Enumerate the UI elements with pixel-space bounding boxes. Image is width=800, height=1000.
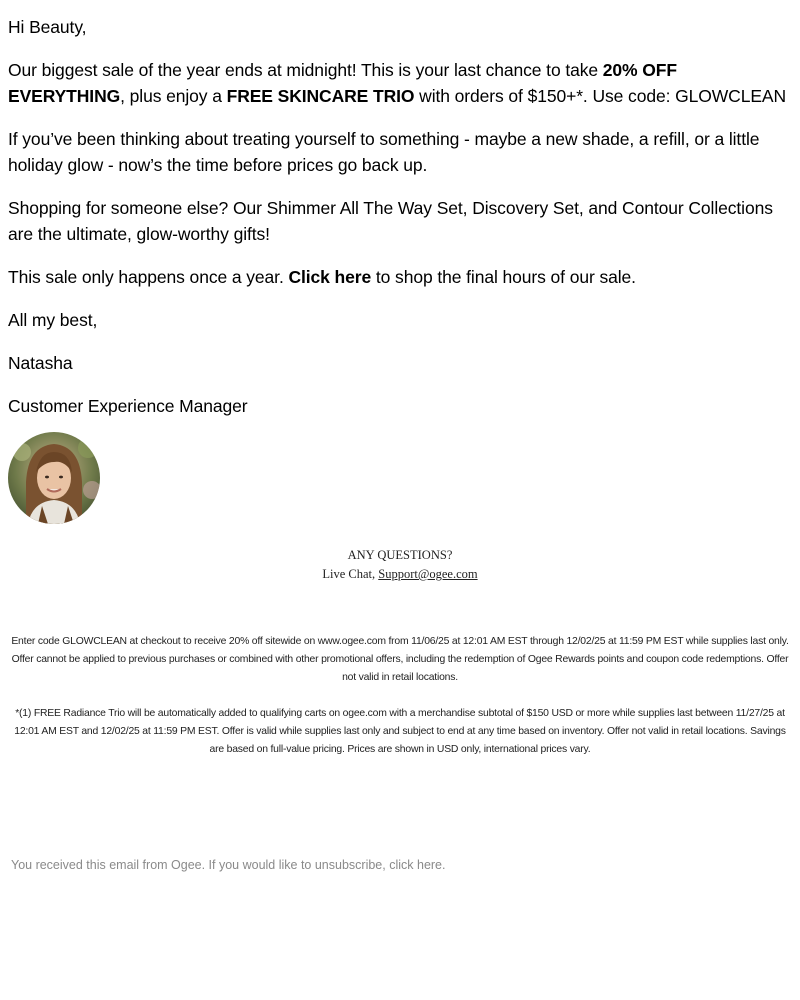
sender-role: Customer Experience Manager <box>8 396 248 416</box>
legal-disclaimer-discount: Enter code GLOWCLEAN at checkout to receive 20% off sitewide on www.ogee.com from 11/06/25 at 12:01 AM EST through 12/02/25 at 11:59 PM EST while supplies last only. Offer cannot be applied to previous purchases or combined with other promotional offers, including the redemption of Ogee Rewards points and coupon code redemptions. Offer not valid in retail locations. <box>11 636 789 683</box>
greeting: Hi Beauty, <box>8 17 87 37</box>
support-email-link[interactable]: Support@ogee.com <box>378 567 478 581</box>
unsubscribe-footer: You received this email from Ogee. If you would like to unsubscribe, click here. <box>11 858 446 872</box>
contact-section <box>0 546 800 584</box>
treat-paragraph: If you’ve been thinking about treating yourself to something - maybe a new shade, a refill, or a little holiday glow - now’s the time before prices go back up. <box>8 129 760 175</box>
shop-sale-link[interactable]: Click here <box>288 267 372 287</box>
gifts-paragraph: Shopping for someone else? Our Shimmer All The Way Set, Discovery Set, and Contour Collections are the ultimate, glow-worthy gifts! <box>8 198 773 244</box>
signoff: All my best, <box>8 310 98 330</box>
contact-line: Live Chat, Support@ogee.com <box>322 567 478 581</box>
avatar <box>8 432 100 524</box>
cta-paragraph: This sale only happens once a year. Click here to shop the final hours of our sale. <box>8 267 636 287</box>
unsubscribe-link[interactable]: click here <box>389 858 443 872</box>
email-body <box>8 14 794 436</box>
free-trio-highlight: FREE SKINCARE TRIO <box>226 86 415 106</box>
contact-heading: ANY QUESTIONS? <box>347 548 453 562</box>
sale-paragraph: Our biggest sale of the year ends at midnight! This is your last chance to take 20% OFF EVERYTHING, plus enjoy a FREE SKINCARE TRIO with orders of $150+*. Use code: GLOWCLEAN <box>8 60 787 106</box>
person-portrait-photo <box>8 432 100 524</box>
legal-disclaimer-free-trio: *(1) FREE Radiance Trio will be automatically added to qualifying carts on ogee.com with a merchandise subtotal of $150 USD or more while supplies last between 11/27/25 at 12:01 AM EST and 12/02/25 at 11:59 PM EST. Offer is valid while supplies last only and subject to end at any time based on inventory. Offer not valid in retail locations. Savings are based on full-value pricing. Prices are shown in USD only, international prices vary. <box>14 708 786 755</box>
discount-highlight: 20% OFF EVERYTHING <box>8 60 677 106</box>
sender-name: Natasha <box>8 353 73 373</box>
